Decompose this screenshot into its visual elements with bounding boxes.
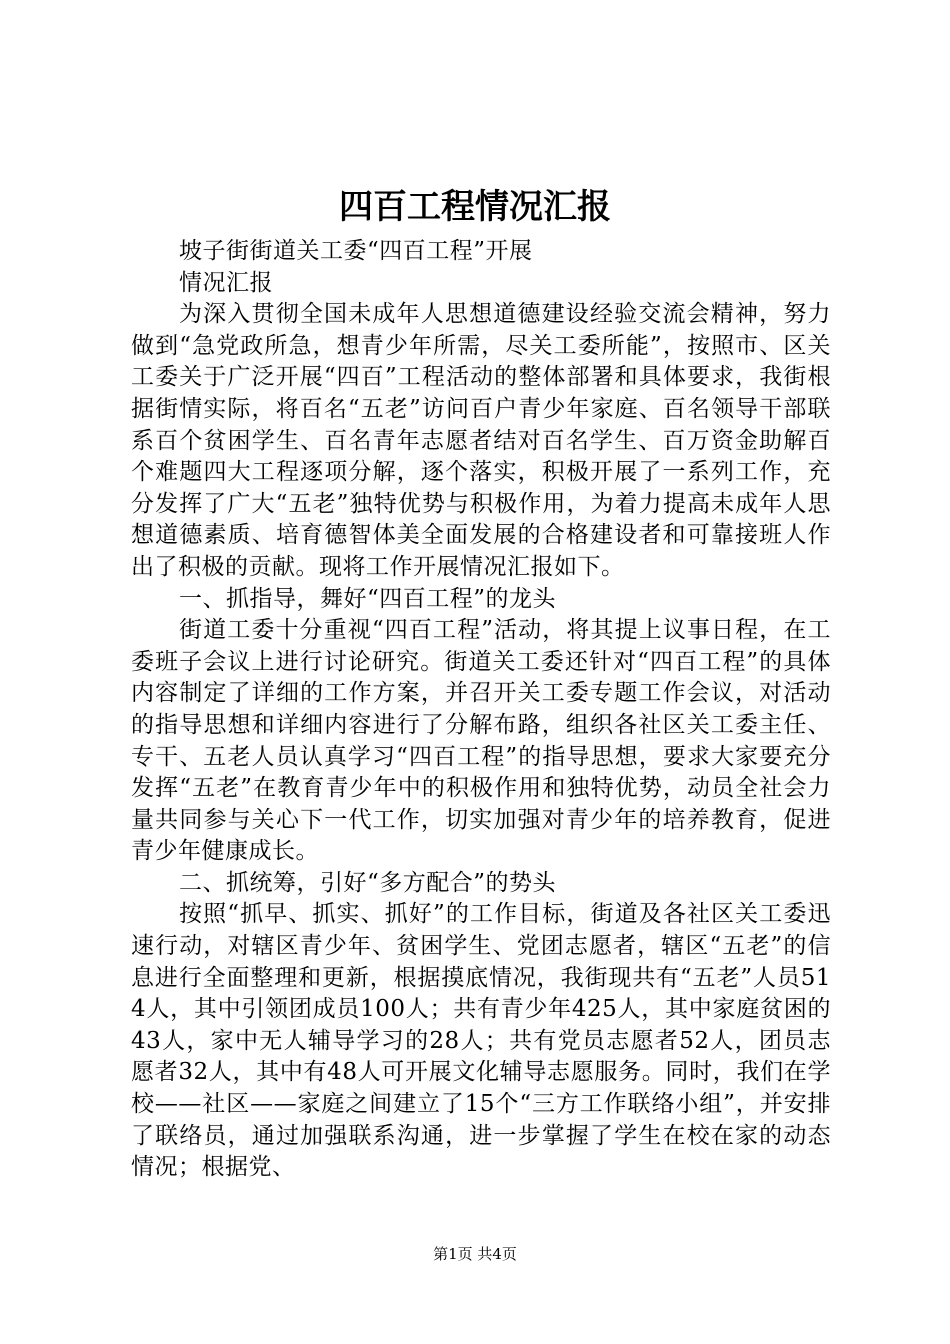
document-title: 四百工程情况汇报 [339,187,611,227]
document-body [131,236,831,1184]
section-heading-2: 二、抓统筹，引好“多方配合”的势头 [179,869,557,896]
subtitle-line-2: 情况汇报 [179,269,273,296]
body-paragraph-section-1: 街道工委十分重视“四百工程”活动，将其提上议事日程，在工委班子会议上进行讨论研究。街道关工委还针对“四百工程”的具体内容制定了详细的工作方案，并召开关工委专题工作会议，对活动的指导思想和详细内容进行了分解布路，组织各社区关工委主任、专干、五老人员认真学习“四百工程”的指导思想，要求大家要充分发挥“五老”在教育青少年中的积极作用和独特优势，动员全社会力量共同参与关心下一代工作，切实加强对青少年的培养教育，促进青少年健康成长。 [131,617,831,865]
section-heading-1: 一、抓指导，舞好“四百工程”的龙头 [179,585,557,612]
subtitle-line-1: 坡子街街道关工委“四百工程”开展 [179,238,533,264]
body-paragraph-section-2: 按照“抓早、抓实、抓好”的工作目标，街道及各社区关工委迅速行动，对辖区青少年、贫困学生、党团志愿者，辖区“五老”的信息进行全面整理和更新，根据摸底情况，我街现共有“五老”人员514人，其中引领团成员100人；共有青少年425人，其中家庭贫困的43人，家中无人辅导学习的28人；共有党员志愿者52人，团员志愿者32人，其中有48人可开展文化辅导志愿服务。同时，我们在学校——社区——家庭之间建立了15个“三方工作联络小组”，并安排了联络员，通过加强联系沟通，进一步掌握了学生在校在家的动态情况；根据党、 [131,901,831,1181]
page-number-footer: 第1页 共4页 [433,1245,517,1263]
body-paragraph-intro: 为深入贯彻全国未成年人思想道德建设经验交流会精神，努力做到“急党政所急，想青少年所需，尽关工委所能”，按照市、区关工委关于广泛开展“四百”工程活动的整体部署和具体要求，我街根据街情实际，将百名“五老”访问百户青少年家庭、百名领导干部联系百个贫困学生、百名青年志愿者结对百名学生、百万资金助解百个难题四大工程逐项分解，逐个落实，积极开展了一系列工作，充分发挥了广大“五老”独特优势与积极作用，为着力提高未成年人思想道德素质、培育德智体美全面发展的合格建设者和可靠接班人作出了积极的贡献。现将工作开展情况汇报如下。 [131,301,831,580]
